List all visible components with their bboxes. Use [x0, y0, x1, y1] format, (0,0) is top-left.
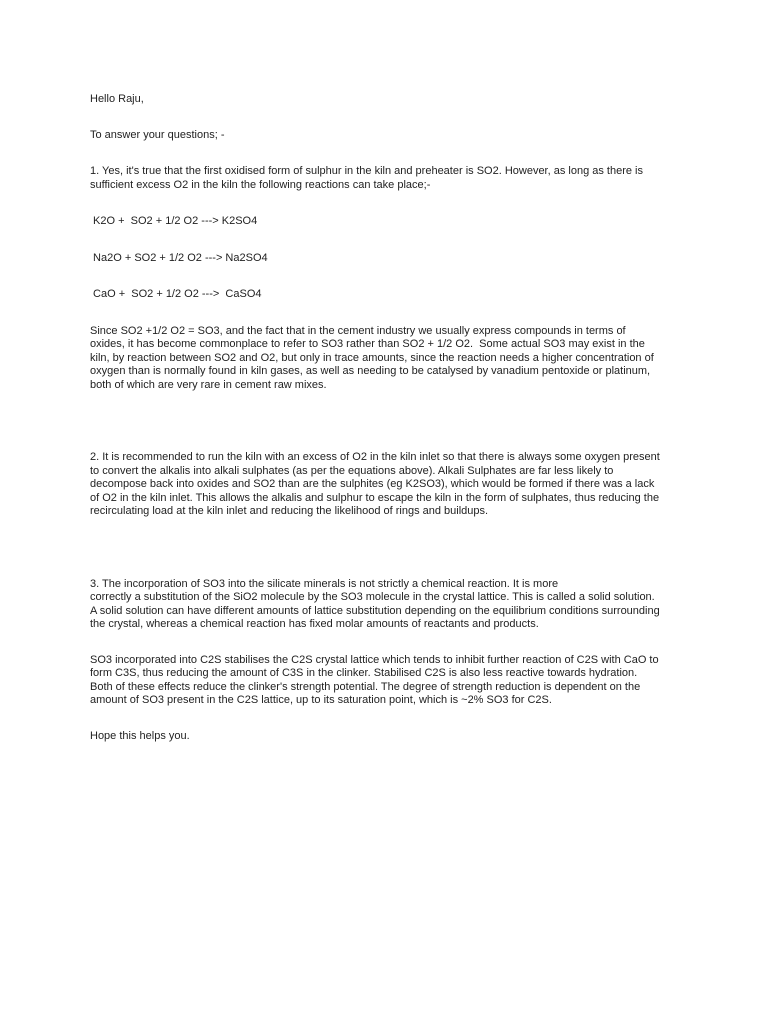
closing-line: Hope this helps you. — [90, 729, 190, 742]
equation-na2so4: Na2O + SO2 + 1/2 O2 ---> Na2SO4 — [90, 251, 268, 264]
text-line: 1. Yes, it's true that the first oxidised form of sulphur in the kiln and preheater is SO2. However, as long as there is — [90, 165, 644, 177]
text-line: the crystal, whereas a chemical reaction has fixed molar amounts of reactants and products. — [90, 618, 539, 630]
text-line: 3. The incorporation of SO3 into the silicate minerals is not strictly a chemical reaction. It is more — [90, 577, 559, 590]
text-line: oxygen than is normally found in kiln gases, as well as needing to be catalysed by vanadium pentoxide or platinum, — [90, 365, 651, 377]
paragraph-point-1 — [90, 165, 682, 192]
equation-caso4: CaO + SO2 + 1/2 O2 ---> CaSO4 — [90, 288, 262, 300]
paragraph-point-3 — [90, 578, 682, 632]
paragraph-so3-explanation — [90, 325, 682, 393]
text-line: 2. It is recommended to run the kiln with an excess of O2 in the kiln inlet so that there is always some oxygen present — [90, 451, 660, 463]
text-line: to convert the alkalis into alkali sulphates (as per the equations above). Alkali Sulphates are far less likely to — [90, 464, 614, 477]
text-line: form C3S, thus reducing the amount of C3S in the clinker. Stabilised C2S is also less reactive towards hydration. — [90, 667, 638, 679]
text-line: oxides, it has become commonplace to refer to SO3 rather than SO2 + 1/2 O2. Some actual SO3 may exist in the — [90, 338, 645, 350]
text-line: kiln, by reaction between SO2 and O2, but only in trace amounts, since the reaction needs a higher concentration of — [90, 351, 654, 364]
text-line: Both of these effects reduce the clinker's strength potential. The degree of strength reduction is dependent on the — [90, 680, 641, 693]
greeting: Hello Raju, — [90, 93, 144, 105]
text-line: sufficient excess O2 in the kiln the following reactions can take place;- — [90, 178, 431, 191]
paragraph-point-2 — [90, 451, 682, 519]
text-line: amount of SO3 present in the C2S lattice, up to its saturation point, which is ~2% SO3 for C2S. — [90, 694, 552, 706]
intro-line: To answer your questions; - — [90, 128, 225, 141]
text-line: of O2 in the kiln inlet. This allows the alkalis and sulphur to escape the kiln in the form of sulphates, thus reducing the — [90, 491, 660, 504]
text-line: Since SO2 +1/2 O2 = SO3, and the fact that in the cement industry we usually express compounds in terms of — [90, 324, 626, 337]
equation-k2so4: K2O + SO2 + 1/2 O2 ---> K2SO4 — [90, 215, 258, 227]
text-line: SO3 incorporated into C2S stabilises the C2S crystal lattice which tends to inhibit further reaction of C2S with CaO to — [90, 653, 659, 666]
letter-body — [90, 93, 682, 743]
text-line: recirculating load at the kiln inlet and reducing the likelihood of rings and buildups. — [90, 505, 489, 517]
paragraph-so3-in-c2s — [90, 654, 682, 708]
text-line: correctly a substitution of the SiO2 molecule by the SO3 molecule in the crystal lattice. This is called a solid solution. — [90, 591, 655, 603]
text-line: A solid solution can have different amounts of lattice substitution depending on the equilibrium conditions surrounding — [90, 604, 660, 617]
text-line: both of which are very rare in cement raw mixes. — [90, 378, 327, 391]
text-line: decompose back into oxides and SO2 than are the sulphites (eg K2SO3), which would be formed if there was a lack — [90, 478, 655, 490]
